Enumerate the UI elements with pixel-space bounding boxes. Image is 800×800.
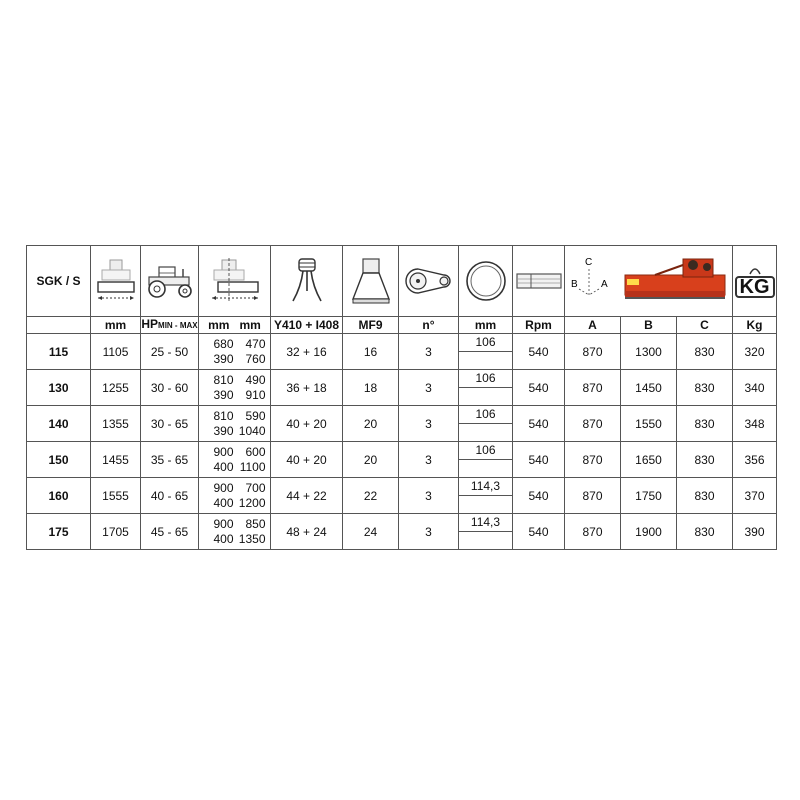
dim-b-cell: 1900 (621, 514, 677, 550)
mf9-cell: 20 (343, 442, 399, 478)
unit-empty (27, 317, 91, 334)
hp-cell: 25 - 50 (141, 334, 199, 370)
kg-icon-label: KG (735, 276, 775, 298)
width-cell: 1355 (91, 406, 141, 442)
belts-cell: 3 (399, 406, 459, 442)
unit-row (27, 317, 777, 334)
dim-a-cell: 870 (565, 514, 621, 550)
rpm-cell: 540 (513, 370, 565, 406)
hp-cell: 40 - 65 (141, 478, 199, 514)
unit-blades: Y410 + I408 (271, 317, 343, 334)
belts-cell: 3 (399, 442, 459, 478)
blades-cell: 40 + 20 (271, 442, 343, 478)
tractor-icon (141, 246, 199, 317)
roller-cell: 106 (459, 334, 513, 370)
weight-cell: 348 (733, 406, 777, 442)
dim-a-cell: 870 (565, 478, 621, 514)
roller-icon (459, 246, 513, 317)
offset-cell: 900 700 400 1200 (199, 478, 271, 514)
offset-width-icon (199, 246, 271, 317)
table-row (27, 478, 777, 514)
table-row (27, 334, 777, 370)
offset-cell: 900 850 400 1350 (199, 514, 271, 550)
rpm-cell: 540 (513, 478, 565, 514)
dim-c-cell: 830 (677, 370, 733, 406)
table-row (27, 406, 777, 442)
belt-icon (399, 246, 459, 317)
width-cell: 1555 (91, 478, 141, 514)
spec-table (26, 245, 777, 550)
dim-c-cell: 830 (677, 478, 733, 514)
roller-cell: 114,3 (459, 478, 513, 514)
belts-cell: 3 (399, 478, 459, 514)
table-row (27, 514, 777, 550)
dim-b-cell: 1650 (621, 442, 677, 478)
offset-cell: 900 600 400 1100 (199, 442, 271, 478)
model-cell: 150 (27, 442, 91, 478)
weight-cell: 356 (733, 442, 777, 478)
dimension-c-label: C (585, 257, 593, 268)
blades-cell: 36 + 18 (271, 370, 343, 406)
dim-a-cell: 870 (565, 334, 621, 370)
model-cell: 130 (27, 370, 91, 406)
mower-dimensions-icon (565, 246, 733, 317)
icon-header-row (27, 246, 777, 317)
width-cell: 1255 (91, 370, 141, 406)
hp-cell: 30 - 60 (141, 370, 199, 406)
dim-c-cell: 830 (677, 442, 733, 478)
mf9-hammer-icon (343, 246, 399, 317)
mf9-cell: 22 (343, 478, 399, 514)
weight-cell: 320 (733, 334, 777, 370)
unit-mm-mm: mm mm (199, 317, 271, 334)
rpm-cell: 540 (513, 406, 565, 442)
dimension-a-label: A (601, 279, 608, 290)
unit-n: n° (399, 317, 459, 334)
model-cell: 160 (27, 478, 91, 514)
dim-c-cell: 830 (677, 406, 733, 442)
weight-cell: 390 (733, 514, 777, 550)
blades-cell: 48 + 24 (271, 514, 343, 550)
unit-kg: Kg (733, 317, 777, 334)
mf9-cell: 16 (343, 334, 399, 370)
rpm-cell: 540 (513, 334, 565, 370)
belts-cell: 3 (399, 370, 459, 406)
blades-cell: 44 + 22 (271, 478, 343, 514)
dim-c-cell: 830 (677, 514, 733, 550)
model-cell: 140 (27, 406, 91, 442)
offset-cell: 810 590 390 1040 (199, 406, 271, 442)
unit-mf9: MF9 (343, 317, 399, 334)
rpm-cell: 540 (513, 514, 565, 550)
dim-b-cell: 1450 (621, 370, 677, 406)
kg-weight-icon (733, 246, 777, 317)
blades-cell: 32 + 16 (271, 334, 343, 370)
rpm-cell: 540 (513, 442, 565, 478)
width-cell: 1705 (91, 514, 141, 550)
offset-cell: 680 470 390 760 (199, 334, 271, 370)
roller-cell: 106 (459, 442, 513, 478)
unit-c: C (677, 317, 733, 334)
offset-cell: 810 490 390 910 (199, 370, 271, 406)
hp-cell: 30 - 65 (141, 406, 199, 442)
roller-cell: 106 (459, 406, 513, 442)
table-row (27, 370, 777, 406)
belts-cell: 3 (399, 514, 459, 550)
pto-shaft-icon (513, 246, 565, 317)
weight-cell: 370 (733, 478, 777, 514)
working-width-icon (91, 246, 141, 317)
series-label: SGK / S (27, 246, 91, 317)
hp-cell: 35 - 65 (141, 442, 199, 478)
table-row (27, 442, 777, 478)
mf9-cell: 18 (343, 370, 399, 406)
flail-blade-icon (271, 246, 343, 317)
mf9-cell: 20 (343, 406, 399, 442)
width-cell: 1105 (91, 334, 141, 370)
roller-cell: 114,3 (459, 514, 513, 550)
dim-b-cell: 1550 (621, 406, 677, 442)
unit-rpm: Rpm (513, 317, 565, 334)
unit-b: B (621, 317, 677, 334)
weight-cell: 340 (733, 370, 777, 406)
mf9-cell: 24 (343, 514, 399, 550)
unit-hp: HPMIN - MAX (141, 317, 199, 334)
dim-b-cell: 1300 (621, 334, 677, 370)
blades-cell: 40 + 20 (271, 406, 343, 442)
unit-a: A (565, 317, 621, 334)
unit-hp-range: MIN - MAX (158, 321, 198, 330)
dimension-b-label: B (571, 279, 578, 290)
unit-roller-mm: mm (459, 317, 513, 334)
dim-a-cell: 870 (565, 370, 621, 406)
dim-b-cell: 1750 (621, 478, 677, 514)
belts-cell: 3 (399, 334, 459, 370)
width-cell: 1455 (91, 442, 141, 478)
dim-c-cell: 830 (677, 334, 733, 370)
model-cell: 175 (27, 514, 91, 550)
unit-mm: mm (91, 317, 141, 334)
dim-a-cell: 870 (565, 442, 621, 478)
hp-cell: 45 - 65 (141, 514, 199, 550)
model-cell: 115 (27, 334, 91, 370)
dim-a-cell: 870 (565, 406, 621, 442)
roller-cell: 106 (459, 370, 513, 406)
